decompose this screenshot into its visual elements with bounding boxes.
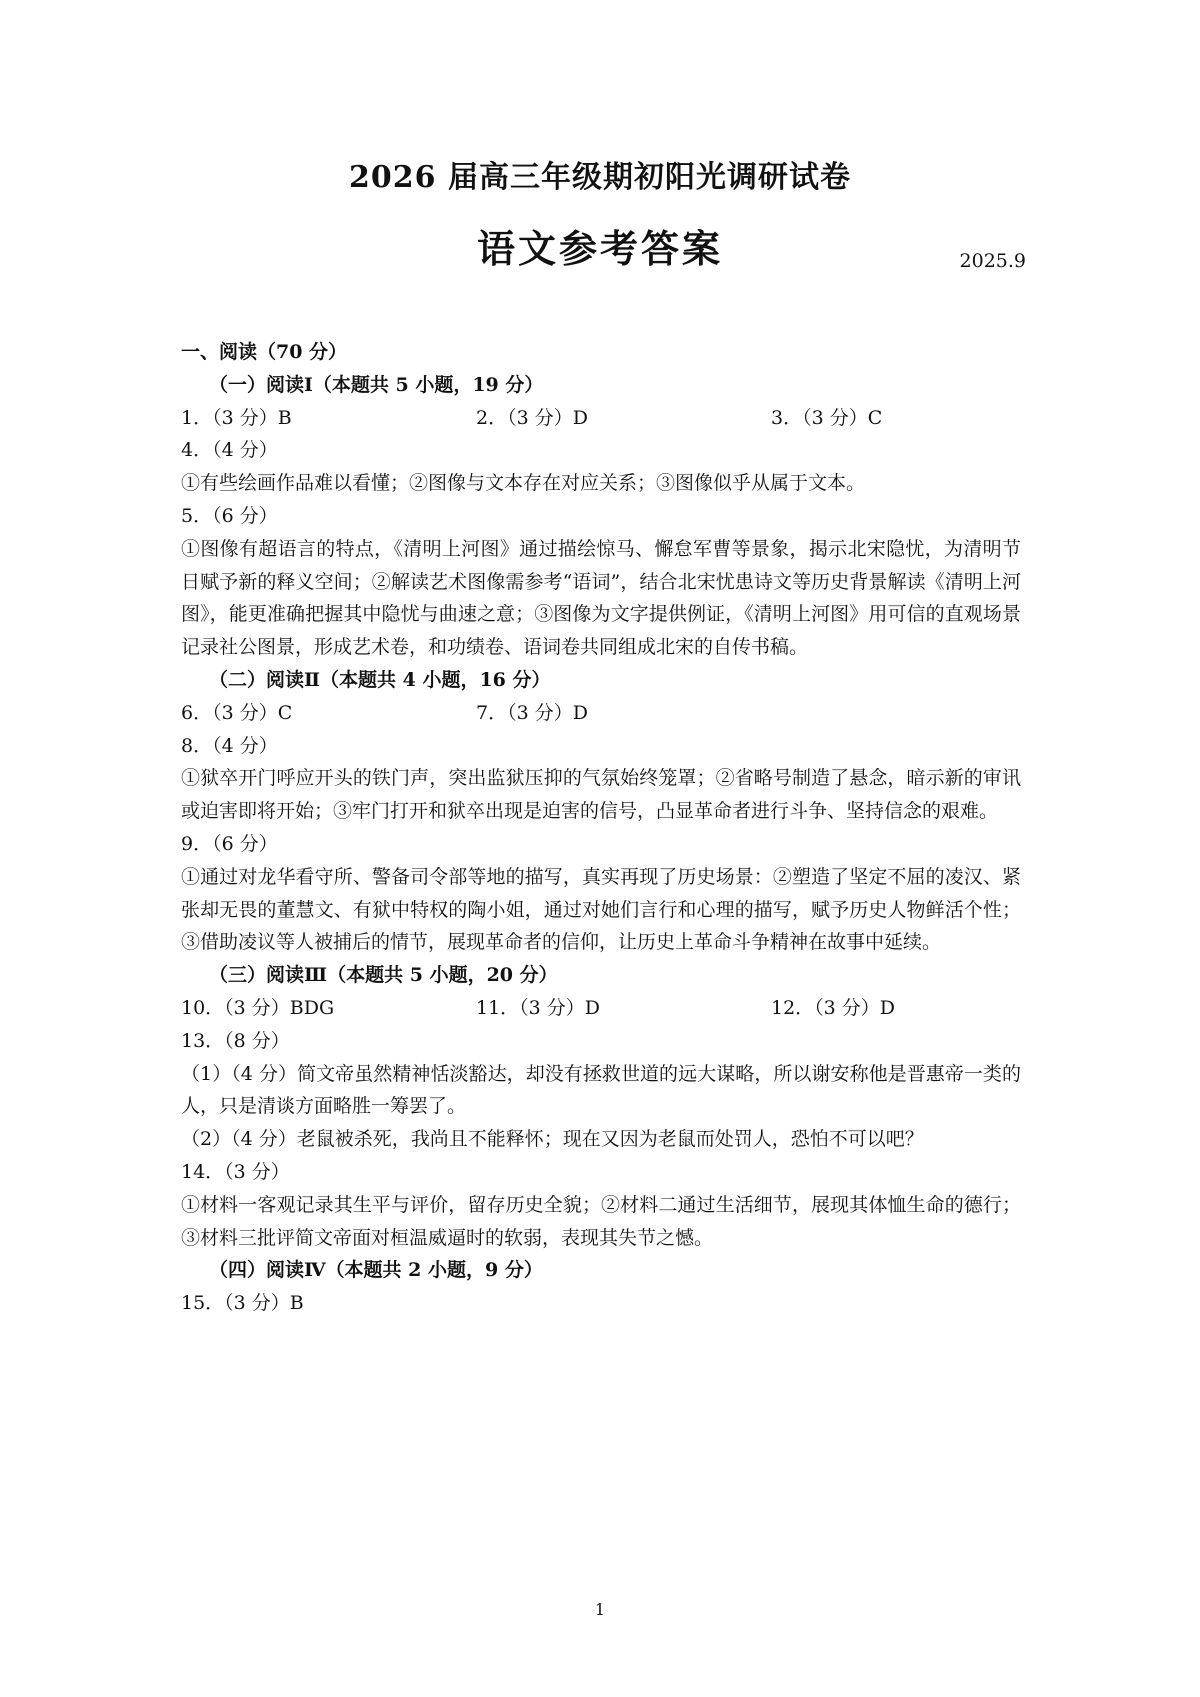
part-heading-reading-4: （四）阅读Ⅳ（本题共 2 小题，9 分） <box>209 1259 543 1282</box>
answer-q4: ①有些绘画作品难以看懂；②图像与文本存在对应关系；③图像似乎从属于文本。 <box>181 472 866 495</box>
answer-row-1-3 <box>181 402 1021 435</box>
answer-q12: 12．（3 分）D <box>771 996 896 1019</box>
answer-q1: 1．（3 分）B <box>181 406 292 429</box>
answer-row-6-7 <box>181 697 1021 730</box>
page-number: 1 <box>594 1600 606 1619</box>
document-title: 2026 届高三年级期初阳光调研试卷 <box>349 160 851 195</box>
answer-q13-1: （1）（4 分）简文帝虽然精神恬淡豁达，却没有拯救世道的远大谋略，所以谢安称他是晋惠帝一类的人，只是清谈方面略胜一筹罢了。 <box>181 1062 1021 1118</box>
question-head-q9: 9．（6 分） <box>181 832 278 855</box>
answer-q8: ①狱卒开门呼应开头的铁门声，突出监狱压抑的气氛始终笼罩；②省略号制造了悬念，暗示新的审讯或迫害即将开始；③牢门打开和狱卒出现是迫害的信号，凸显革命者进行斗争、坚持信念的艰难。 <box>181 767 1021 823</box>
question-head-q5: 5．（6 分） <box>181 504 278 527</box>
answer-row-10-12 <box>181 992 1021 1025</box>
document-subtitle: 语文参考答案 <box>476 226 723 271</box>
part-heading-reading-2: （二）阅读Ⅱ（本题共 4 小题，16 分） <box>209 668 551 691</box>
answer-q6: 6．（3 分）C <box>181 701 293 724</box>
document-date: 2025.9 <box>959 250 1026 272</box>
section-heading-reading: 一、阅读（70 分） <box>181 341 348 363</box>
part-heading-reading-3: （三）阅读Ⅲ（本题共 5 小题，20 分） <box>209 964 558 987</box>
answer-q15: 15．（3 分）B <box>181 1292 304 1315</box>
answer-q13-2: （2）（4 分）老鼠被杀死，我尚且不能释怀；现在又因为老鼠而处罚人，恐怕不可以吧？ <box>181 1128 924 1151</box>
answer-q2: 2．（3 分）D <box>476 406 588 429</box>
answer-q11: 11．（3 分）D <box>476 996 601 1019</box>
answer-q9: ①通过对龙华看守所、警备司令部等地的描写，真实再现了历史场景：②塑造了坚定不屈的凌汉、紧张却无畏的董慧文、有狱中特权的陶小姐，通过对她们言行和心理的描写，赋予历史人物鲜活个性；③借助凌议等人被捕后的情节，展现革命者的信仰，让历史上革命斗争精神在故事中延续。 <box>181 865 1021 954</box>
question-head-q14: 14．（3 分） <box>181 1160 290 1183</box>
answer-q14: ①材料一客观记录其生平与评价，留存历史全貌；②材料二通过生活细节，展现其体恤生命的德行；③材料三批评简文帝面对桓温威逼时的软弱，表现其失节之憾。 <box>181 1193 1021 1249</box>
part-heading-reading-1: （一）阅读Ⅰ（本题共 5 小题，19 分） <box>209 373 544 396</box>
question-head-q8: 8．（4 分） <box>181 734 278 757</box>
question-head-q4: 4．（4 分） <box>181 439 278 462</box>
answer-q10: 10．（3 分）BDG <box>181 996 335 1019</box>
answer-q3: 3．（3 分）C <box>771 406 883 429</box>
answer-content <box>181 336 1021 1320</box>
answer-q7: 7．（3 分）D <box>476 701 588 724</box>
answer-q5: ①图像有超语言的特点，《清明上河图》通过描绘惊马、懈怠军曹等景象，揭示北宋隐忧，为清明节日赋予新的释义空间；②解读艺术图像需参考“语词”，结合北宋忧患诗文等历史背景解读《清明上河图》，能更准确把握其中隐忧与曲速之意；③图像为文字提供例证，《清明上河图》用可信的直观场景记录社公图景，形成艺术卷，和功绩卷、语词卷共同组成北宋的自传书稿。 <box>181 537 1021 659</box>
question-head-q13: 13．（8 分） <box>181 1029 290 1052</box>
